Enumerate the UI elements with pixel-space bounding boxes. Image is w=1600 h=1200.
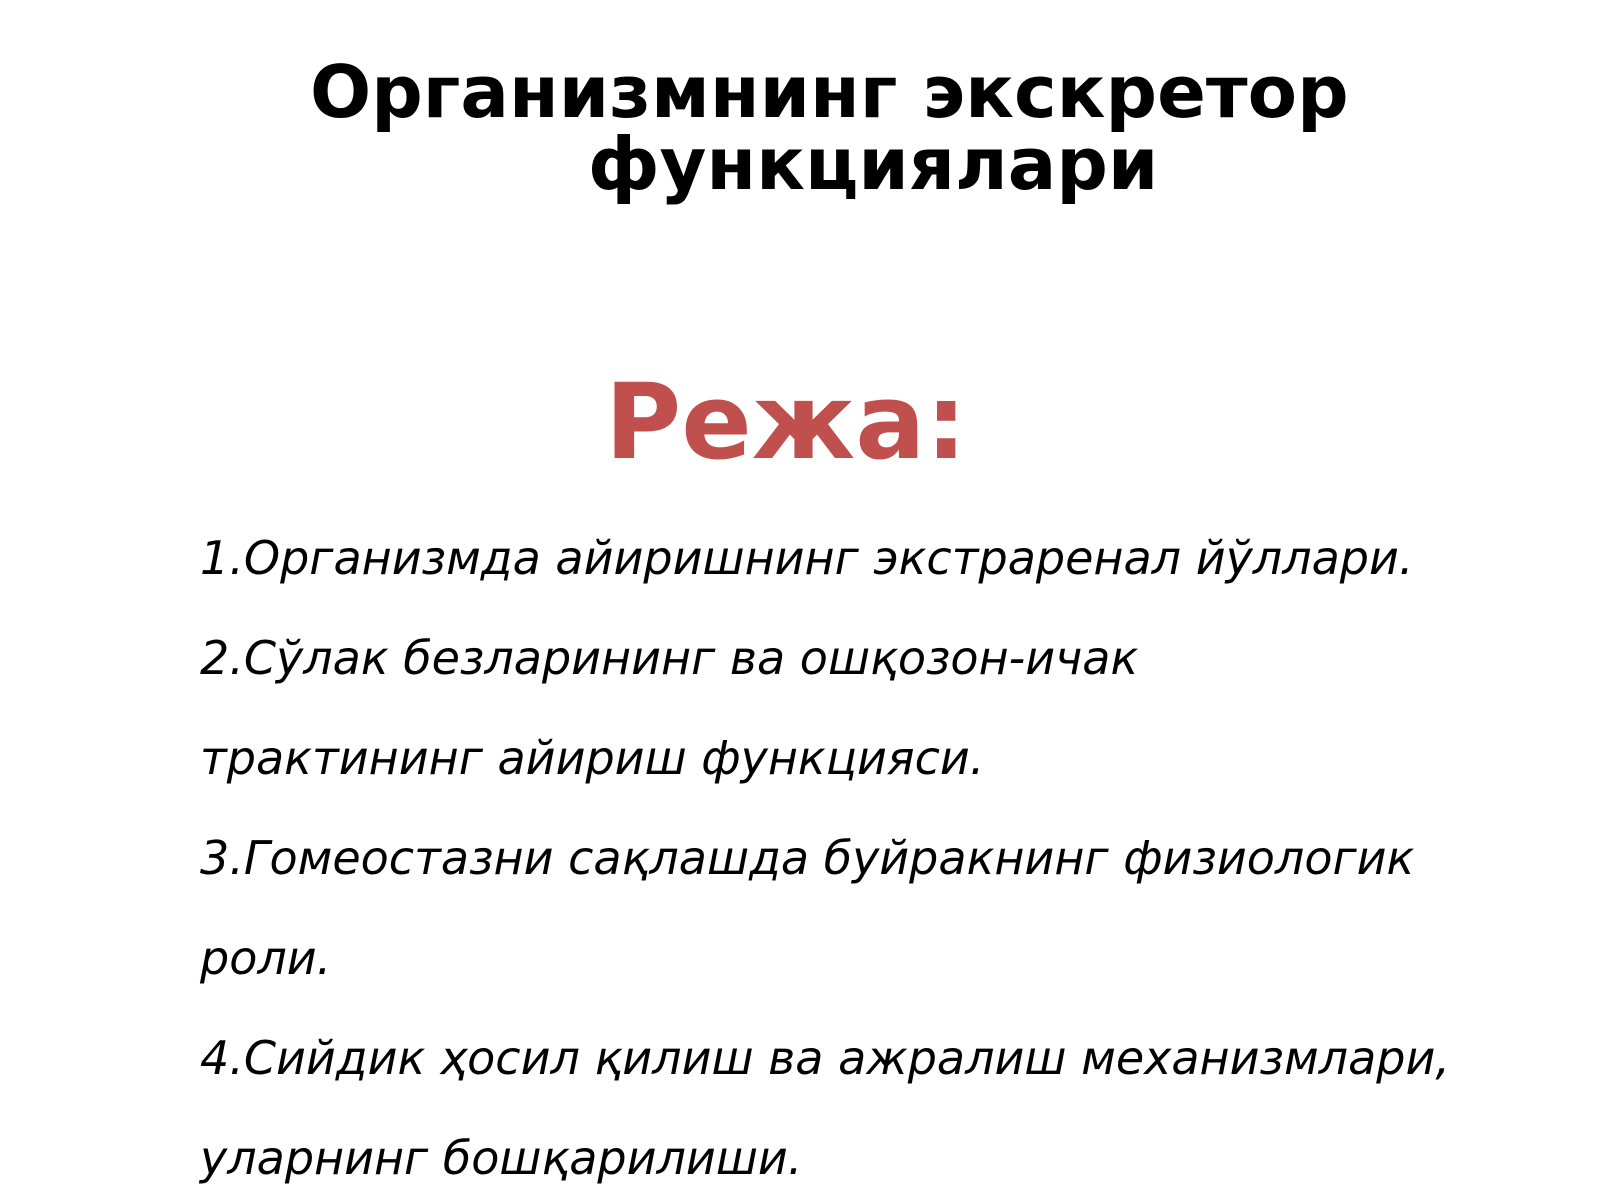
plan-line-2: 2.Сўлак безларининг ва ошқозон-ичак [200, 631, 1139, 685]
plan-list [200, 508, 1530, 1200]
plan-line-3: трактининг айириш функцияси. [200, 731, 985, 785]
plan-line-6: 4.Сийдик ҳосил қилиш ва ажралиш механизмлари, [200, 1031, 1450, 1085]
plan-line-4: 3.Гомеостазни сақлашда буйракнинг физиологик [200, 831, 1415, 885]
plan-heading-text: Режа: [604, 361, 968, 483]
title-line-1: Организмнинг экскретор [310, 50, 1349, 134]
plan-line-5: роли. [200, 931, 332, 985]
plan-line-7: уларнинг бошқарилиши. [200, 1131, 803, 1185]
plan-heading [0, 362, 1600, 482]
title-line-2: функциялари [588, 122, 1159, 206]
plan-line-1: 1.Организмда айиришнинг экстраренал йўллари. [200, 531, 1414, 585]
